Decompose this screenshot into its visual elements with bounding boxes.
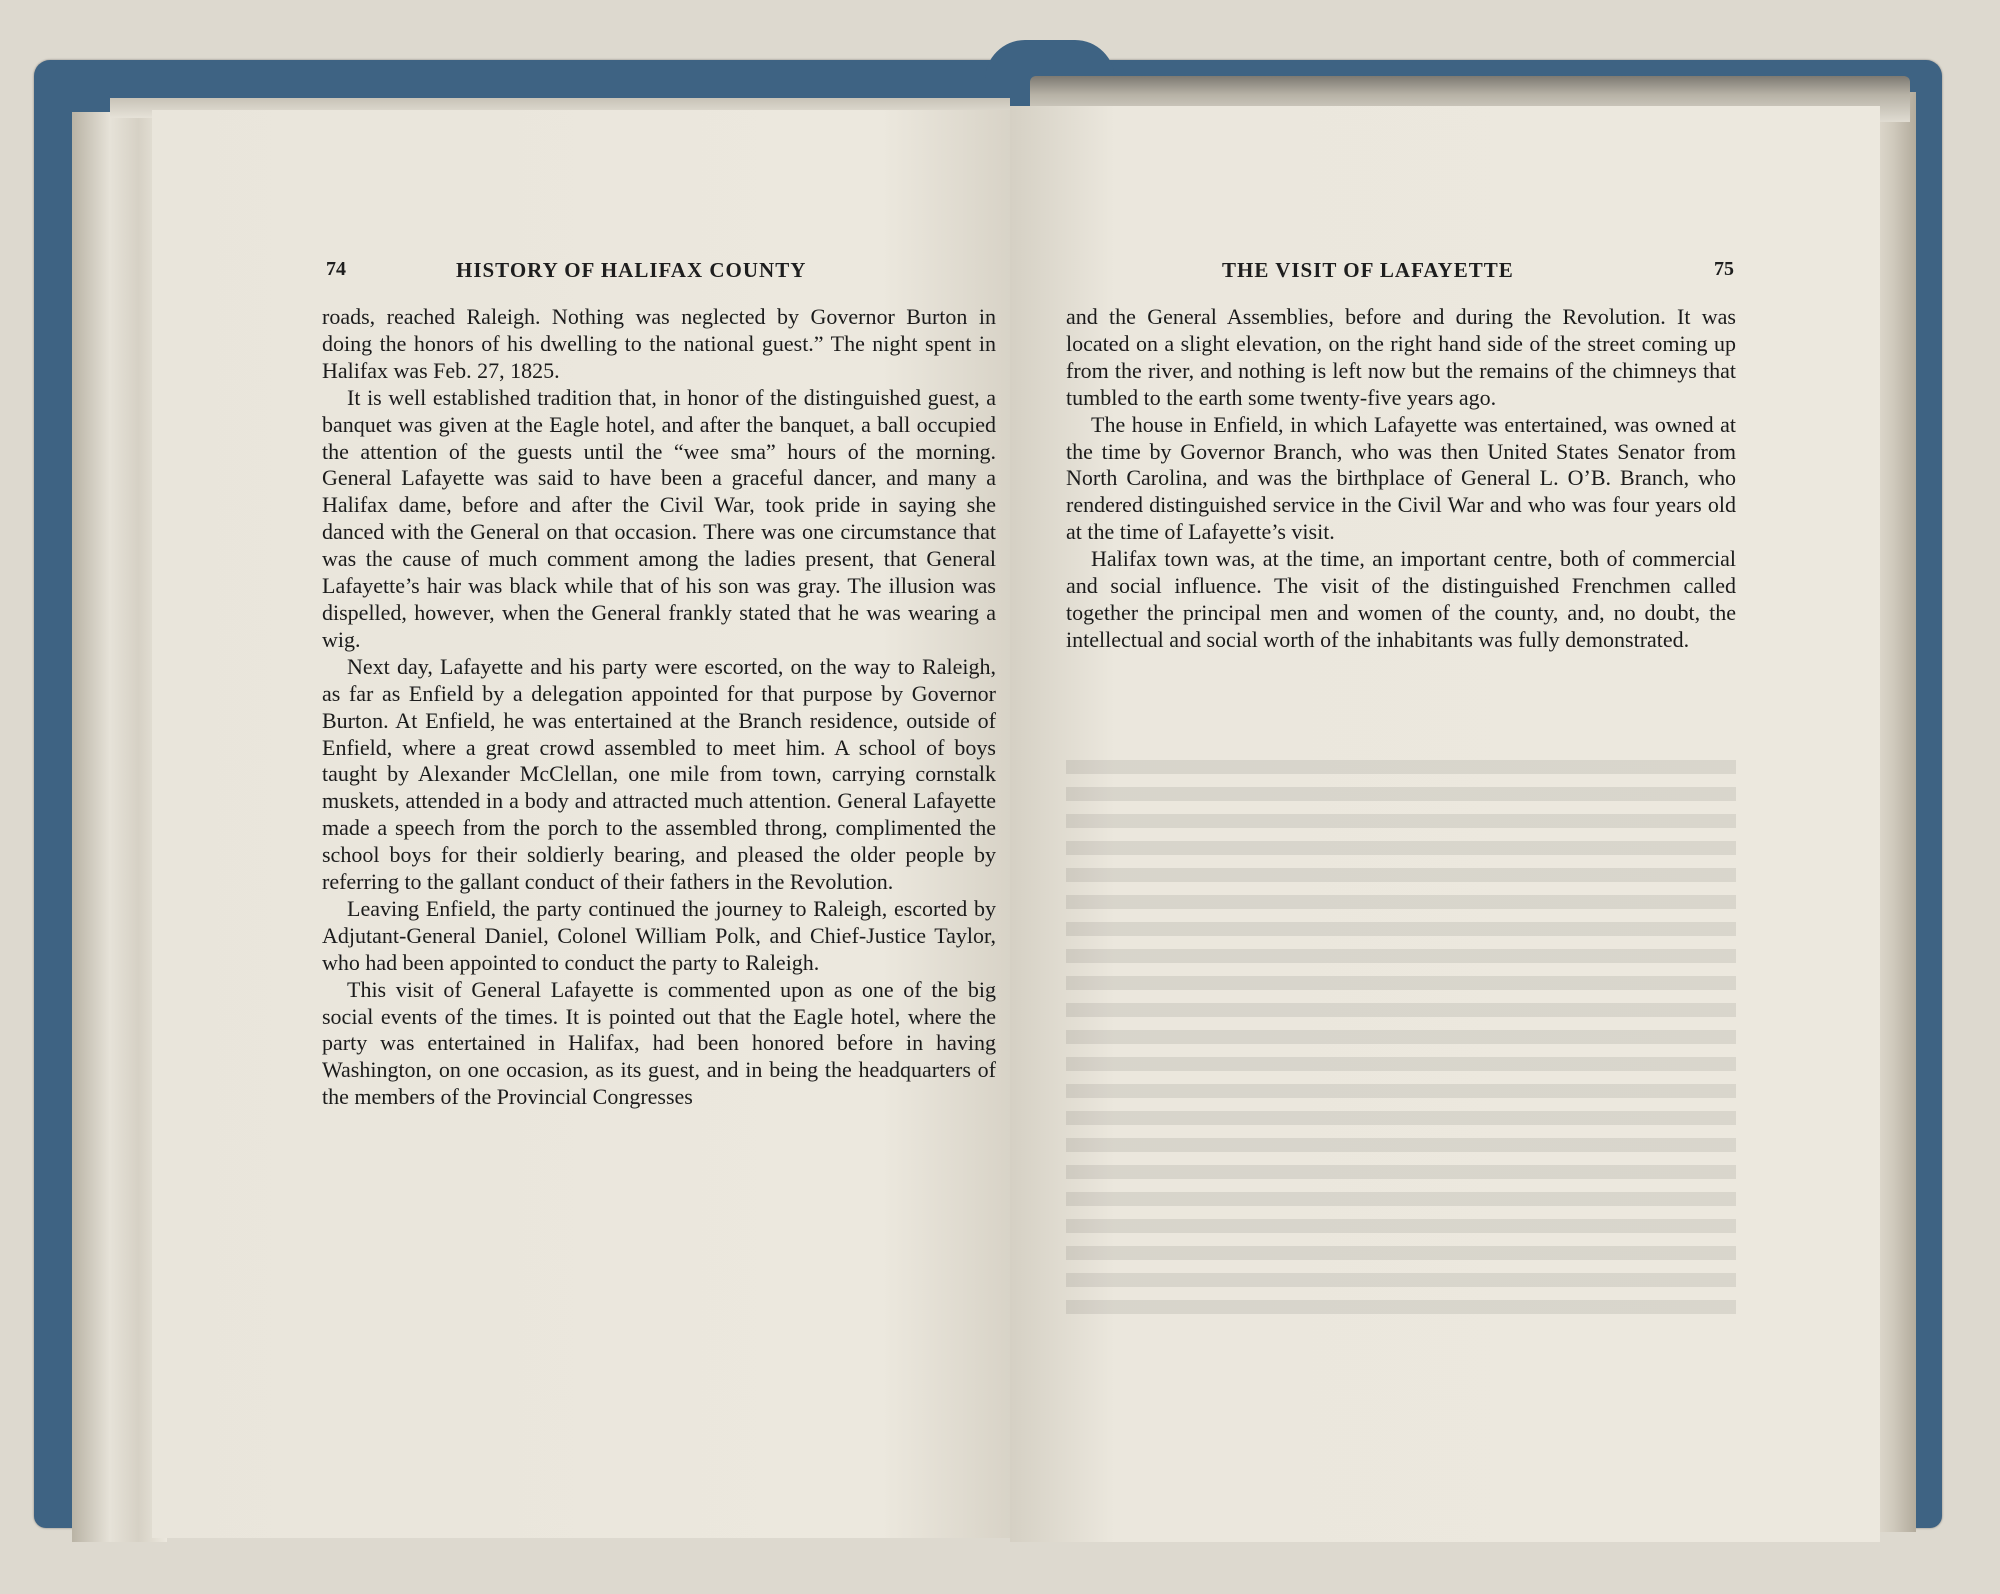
paragraph: Halifax town was, at the time, an important centre, both of commercial and social influence. The visit of the distinguished Frenchmen called together the principal men and women of the county, and, no doubt, the intellectual and social worth of the inhabitants was fully demonstrated. [1066, 546, 1736, 652]
show-through-text [1066, 760, 1736, 1320]
paragraph: This visit of General Lafayette is commented upon as one of the big social events of the times. It is pointed out that the Eagle hotel, where the party was entertained in Halifax, had been honored before in having Washington, on one occasion, as its guest, and in being the headquarters of the members of the Provincial Congresses [322, 976, 996, 1110]
paragraph: roads, reached Raleigh. Nothing was neglected by Governor Burton in doing the honors of his dwelling to the national guest.” The night spent in Halifax was Feb. 27, 1825. [322, 304, 996, 383]
right-running-head: THE VISIT OF LAFAYETTE [1222, 258, 1514, 282]
left-page-body [322, 304, 996, 1111]
left-page-number: 74 [326, 258, 346, 280]
left-running-head: HISTORY OF HALIFAX COUNTY [456, 258, 807, 282]
right-page-body [1066, 304, 1736, 654]
paragraph: Leaving Enfield, the party continued the journey to Raleigh, escorted by Adjutant-General Daniel, Colonel William Polk, and Chief-Justice Taylor, who had been appointed to conduct the party to Raleigh. [322, 895, 996, 975]
paragraph: It is well established tradition that, in honor of the distinguished guest, a banquet was given at the Eagle hotel, and after the banquet, a ball occupied the attention of the guests until the “wee sma” hours of the morning. General Lafayette was said to have been a graceful dancer, and many a Halifax dame, before and after the Civil War, took pride in saying she danced with the General on that occasion. There was one circumstance that was the cause of much comment among the ladies present, that General Lafayette’s hair was black while that of his son was gray. The illusion was dispelled, however, when the General frankly stated that he was wearing a wig. [322, 384, 996, 652]
right-page-number: 75 [1714, 258, 1734, 280]
paragraph: and the General Assemblies, before and during the Revolution. It was located on a slight elevation, on the right hand side of the street coming up from the river, and nothing is left now but the remains of the chimneys that tumbled to the earth some twenty-five years ago. [1066, 304, 1736, 410]
paragraph: Next day, Lafayette and his party were escorted, on the way to Raleigh, as far as Enfield by a delegation appointed for that purpose by Governor Burton. At Enfield, he was entertained at the Branch residence, outside of Enfield, where a great crowd assembled to meet him. A school of boys taught by Alexander McClellan, one mile from town, carrying cornstalk muskets, attended in a body and attracted much attention. General Lafayette made a speech from the porch to the assembled throng, complimented the school boys for their soldierly bearing, and pleased the older people by referring to the gallant conduct of their fathers in the Revolution. [322, 653, 996, 895]
paragraph: The house in Enfield, in which Lafayette was entertained, was owned at the time by Governor Branch, who was then United States Senator from North Carolina, and was the birthplace of General L. O’B. Branch, who rendered distinguished service in the Civil War and who was four years old at the time of Lafayette’s visit. [1066, 411, 1736, 545]
